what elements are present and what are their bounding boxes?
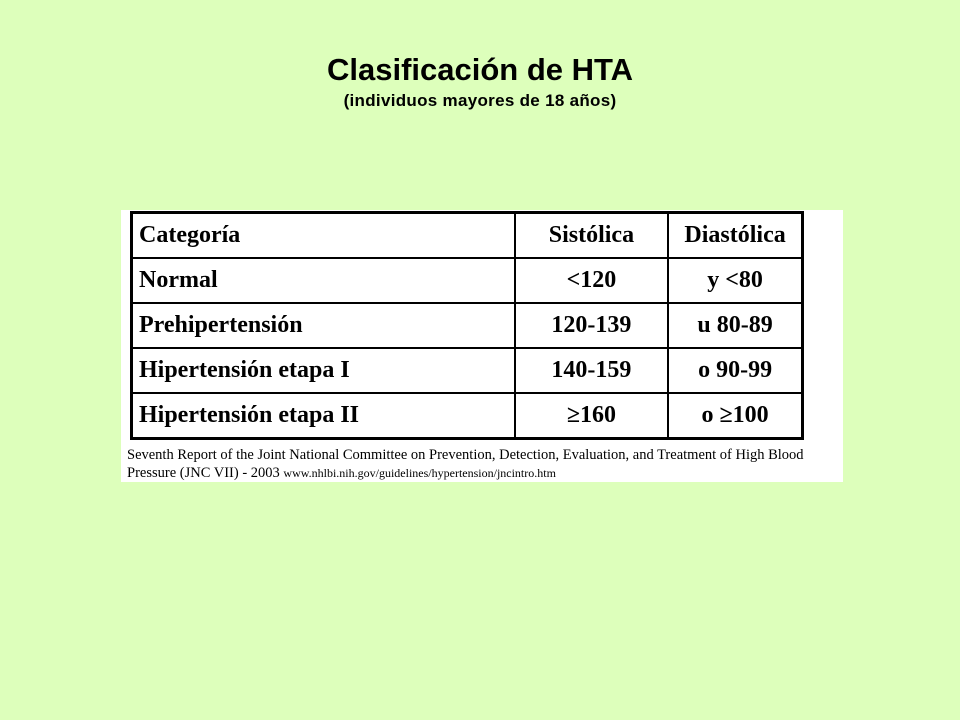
row-diastolic: o ≥100 — [668, 393, 802, 439]
table-row — [132, 393, 803, 439]
slide-subtitle: (individuos mayores de 18 años) — [343, 91, 617, 110]
header-systolic: Sistólica — [515, 213, 669, 259]
source-url: www.nhlbi.nih.gov/guidelines/hypertension/jncintro.htm — [283, 466, 556, 480]
classification-table — [130, 211, 804, 440]
table-header-row — [132, 213, 803, 259]
table-row — [132, 348, 803, 393]
row-diastolic: o 90-99 — [668, 348, 802, 393]
row-category: Hipertensión etapa I — [132, 348, 515, 393]
source-text: Seventh Report of the Joint National Committee on Prevention, Detection, Evaluation, and Treatment of High Blood Pressure (JNC VII) - 2003 — [127, 447, 804, 481]
source-citation — [127, 446, 839, 482]
row-systolic: 120-139 — [515, 303, 669, 348]
row-category: Hipertensión etapa II — [132, 393, 515, 439]
table-row — [132, 258, 803, 303]
row-systolic: 140-159 — [515, 348, 669, 393]
table-row — [132, 303, 803, 348]
header-category: Categoría — [132, 213, 515, 259]
row-systolic: <120 — [515, 258, 669, 303]
title-block — [0, 52, 960, 112]
row-category: Prehipertensión — [132, 303, 515, 348]
row-diastolic: y <80 — [668, 258, 802, 303]
classification-figure — [121, 210, 843, 482]
row-systolic: ≥160 — [515, 393, 669, 439]
slide-title: Clasificación de HTA — [326, 52, 634, 87]
row-category: Normal — [132, 258, 515, 303]
row-diastolic: u 80-89 — [668, 303, 802, 348]
header-diastolic: Diastólica — [668, 213, 802, 259]
